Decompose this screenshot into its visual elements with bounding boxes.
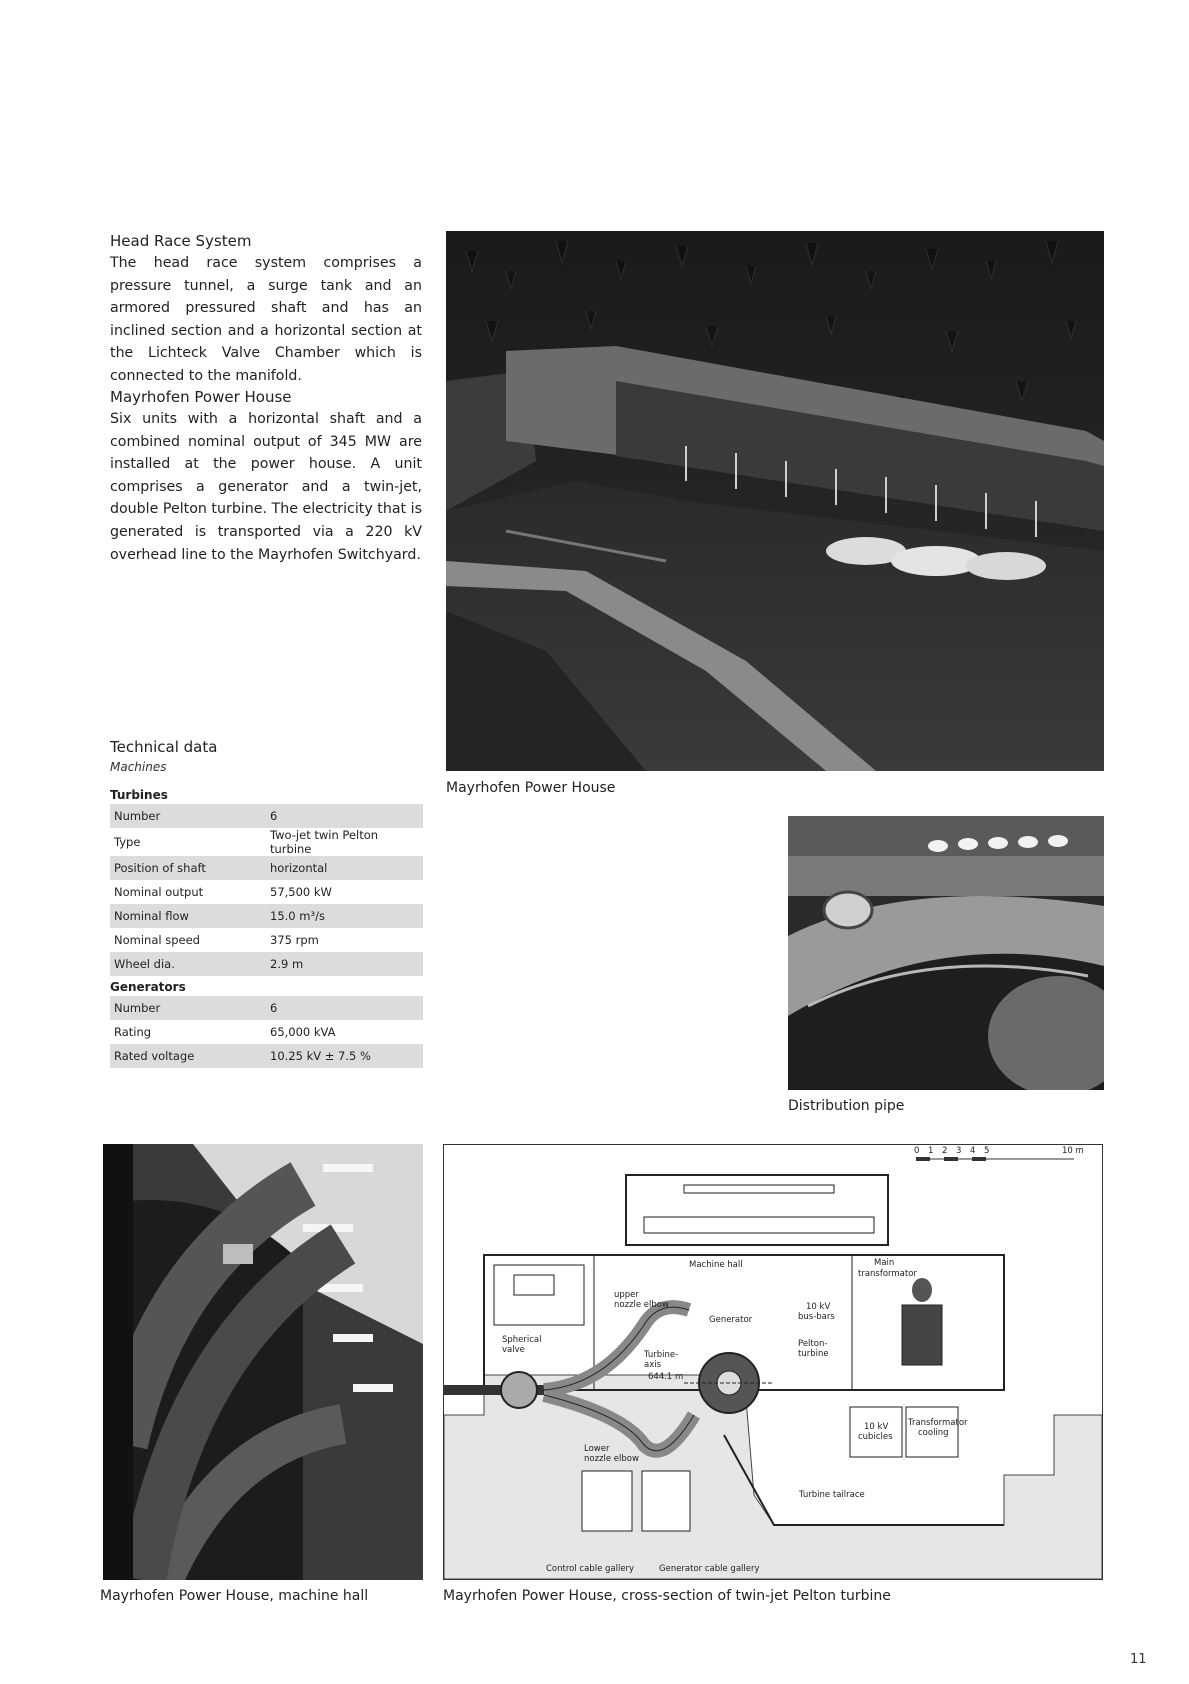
row-value: 10.25 kV ± 7.5 % [266, 1044, 423, 1068]
table-row [110, 904, 423, 928]
table-row [110, 928, 423, 952]
bus-bars-label: bus-bars [798, 1312, 835, 1322]
scale-tick: 4 [970, 1146, 976, 1156]
row-label: Nominal flow [110, 904, 266, 928]
machine-hall-label: Machine hall [689, 1260, 743, 1270]
scale-bar [914, 1146, 1084, 1161]
cross-section-caption: Mayrhofen Power House, cross-section of twin-jet Pelton turbine [443, 1588, 891, 1604]
scale-tick: 3 [956, 1146, 962, 1156]
row-label: Rated voltage [110, 1044, 266, 1068]
generator-label: Generator [709, 1315, 753, 1325]
technical-data-title: Technical data [110, 738, 218, 756]
row-value: 15.0 m³/s [266, 904, 423, 928]
row-label: Wheel dia. [110, 952, 266, 976]
pipe-photo-image [788, 816, 1104, 1090]
power-house-section [110, 386, 422, 566]
head-race-title: Head Race System [110, 232, 252, 250]
upper-nozzle-label: nozzle elbow [614, 1300, 669, 1310]
row-label: Number [110, 804, 266, 828]
generators-heading: Generators [110, 980, 186, 994]
machine-hall-image [103, 1144, 423, 1580]
power-house-text: Six units with a horizontal shaft and a combined nominal output of 345 MW are installed at the power house. A unit comprises a generator and a twin-jet, double Pelton turbine. The electricity that is generated is transported via a 220 kV overhead line to the Mayrhofen Switchyard. [110, 411, 422, 563]
table-row [110, 856, 423, 880]
page-number: 11 [1130, 1652, 1147, 1667]
technical-data-subtitle: Machines [110, 760, 167, 774]
power-house-title: Mayrhofen Power House [110, 388, 292, 406]
lower-nozzle-label: Lower [584, 1444, 610, 1454]
pelton-turbine-label: Pelton- [798, 1339, 828, 1349]
scale-tick: 5 [984, 1146, 990, 1156]
transformator-cooling-label: Transformator [908, 1418, 968, 1428]
head-race-section [110, 230, 422, 388]
row-label: Rating [114, 1025, 152, 1039]
row-value: Two-jet twin Pelton turbine [270, 828, 379, 856]
cross-section-diagram [443, 1144, 1103, 1580]
aerial-photo-image [446, 231, 1104, 771]
turbine-axis-label: 644.1 m [648, 1372, 684, 1382]
cubicles-label: 10 kV [864, 1422, 889, 1432]
pelton-turbine-label: turbine [798, 1349, 829, 1359]
cubicles-label: cubicles [858, 1432, 893, 1442]
head-race-text: The head race system comprises a pressure tunnel, a surge tank and an armored pressured shaft and has an inclined section and a horizontal section at the Lichteck Valve Chamber which is connected to the manifold. [110, 255, 422, 384]
row-value: 65,000 kVA [270, 1025, 336, 1039]
row-value: 6 [266, 804, 423, 828]
table-row [110, 996, 423, 1020]
scale-tick: 1 [928, 1146, 934, 1156]
table-row [110, 952, 423, 976]
generator-gallery-label: Generator cable gallery [659, 1564, 760, 1574]
row-value: 2.9 m [266, 952, 423, 976]
machine-hall-caption: Mayrhofen Power House, machine hall [100, 1588, 369, 1604]
generators-table [110, 996, 423, 1068]
table-row [110, 880, 423, 904]
row-value: 375 rpm [270, 933, 319, 947]
table-row [110, 1020, 423, 1044]
lower-nozzle-label: nozzle elbow [584, 1454, 639, 1464]
main-transformator-label: Main [874, 1258, 895, 1268]
scale-tick: 2 [942, 1146, 948, 1156]
technical-data [110, 738, 426, 1068]
cross-section-svg [444, 1145, 1102, 1579]
table-row [110, 1044, 423, 1068]
aerial-caption: Mayrhofen Power House [446, 780, 616, 796]
main-transformator-label: transformator [858, 1269, 917, 1279]
spherical-valve-label: valve [502, 1345, 525, 1355]
pipe-photo [788, 816, 1104, 1090]
pipe-caption: Distribution pipe [788, 1098, 905, 1114]
machine-hall-photo [103, 1144, 423, 1580]
row-label: Type [114, 835, 141, 849]
turbine-axis-label: axis [644, 1360, 662, 1370]
scale-tick: 0 [914, 1146, 920, 1156]
row-label: Nominal output [114, 885, 204, 899]
row-value: 6 [266, 996, 423, 1020]
row-label: Nominal speed [114, 933, 200, 947]
turbines-table [110, 804, 423, 976]
aerial-photo [446, 231, 1104, 771]
spherical-valve-label: Spherical [502, 1335, 542, 1345]
upper-nozzle-label: upper [614, 1290, 639, 1300]
table-row [110, 804, 423, 828]
control-gallery-label: Control cable gallery [546, 1564, 635, 1574]
row-label: Position of shaft [110, 856, 266, 880]
turbines-heading: Turbines [110, 788, 168, 802]
turbine-tailrace-label: Turbine tailrace [799, 1490, 865, 1500]
row-value: 57,500 kW [270, 885, 332, 899]
turbine-axis-label: Turbine- [644, 1350, 679, 1360]
row-value: horizontal [266, 856, 423, 880]
bus-bars-label: 10 kV [806, 1302, 831, 1312]
table-row [110, 828, 423, 856]
row-label: Number [110, 996, 266, 1020]
transformator-cooling-label: cooling [918, 1428, 949, 1438]
scale-tick: 10 m [1062, 1146, 1084, 1156]
